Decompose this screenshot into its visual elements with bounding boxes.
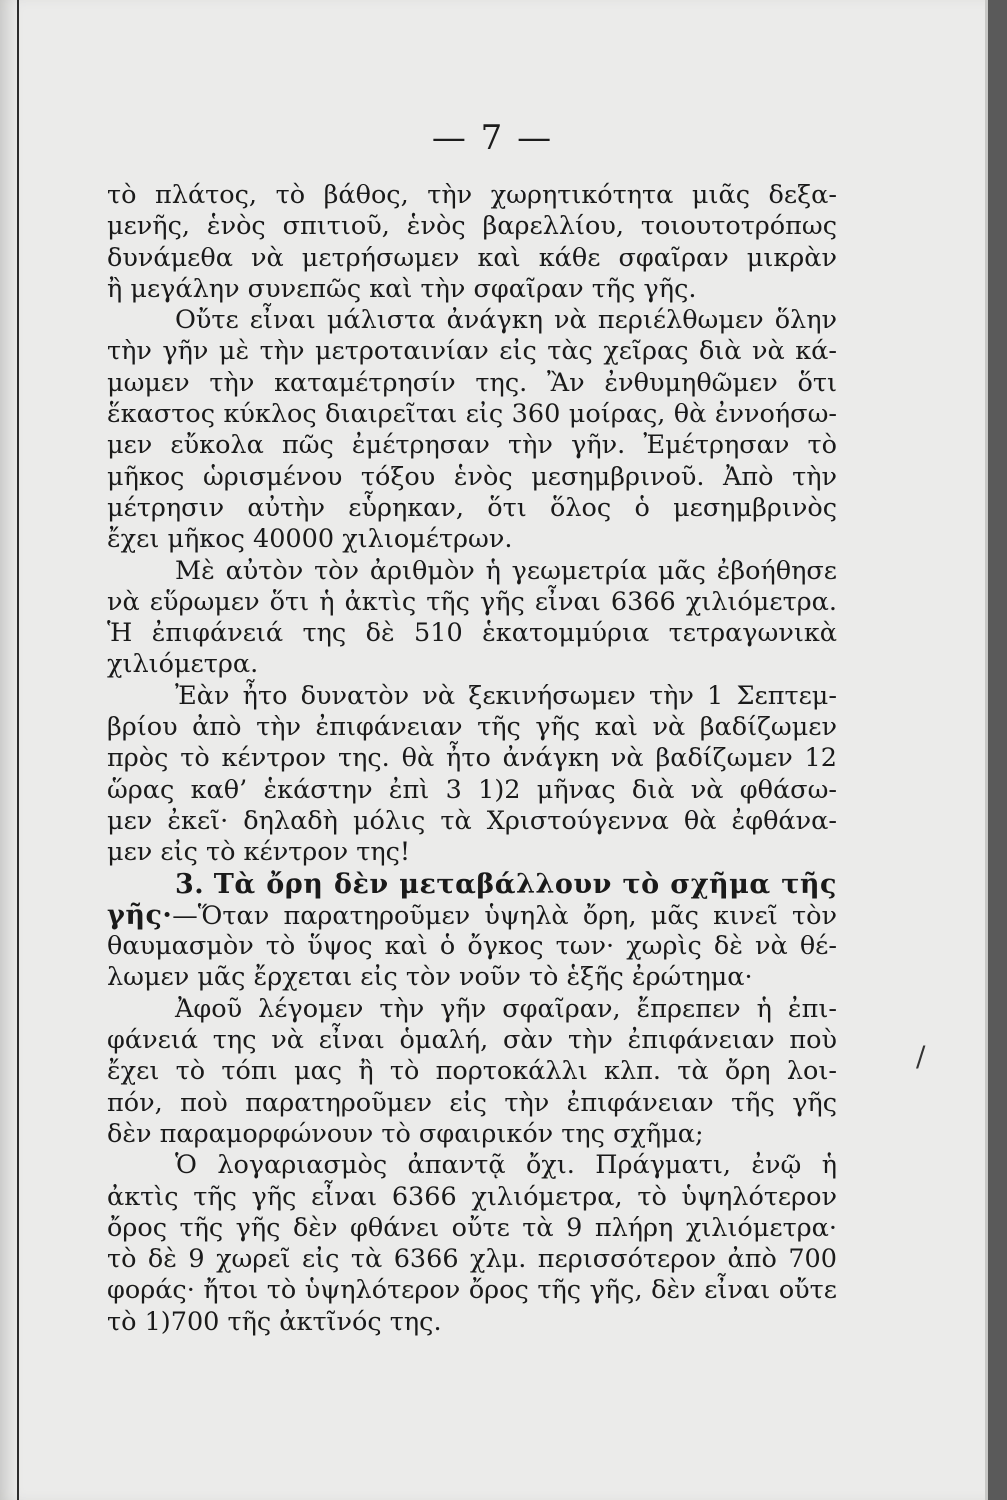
section-heading — [107, 869, 837, 900]
text-line: ὥρας καθ’ ἑκάστην ἐπὶ 3 1)2 μῆνας διὰ νὰ φθάσω- — [107, 774, 837, 805]
paragraph — [107, 305, 837, 555]
text-line: Ὁ λογαριασμὸς ἀπαντᾷ ὄχι. Πράγματι, ἐνῷ ἡ — [175, 1150, 837, 1181]
body-text — [107, 180, 837, 1338]
paragraph — [107, 180, 837, 305]
section-lead-text: —Ὅταν παρατηροῦμεν ὑψηλὰ ὄρη, μᾶς κινεῖ τὸν — [172, 900, 837, 931]
text-line: δυνάμεθα νὰ μετρήσωμεν καὶ κάθε σφαῖραν μικρὰν — [107, 242, 837, 273]
text-line: Ἡ ἐπιφάνειά της δὲ 510 ἑκατομμύρια τετραγωνικὰ — [107, 618, 837, 649]
text-line: φοράς· ἤτοι τὸ ὑψηλότερον ὄρος τῆς γῆς, δὲν εἶναι οὔτε — [107, 1275, 837, 1306]
text-line: λωμεν μᾶς ἔρχεται εἰς τὸν νοῦν τὸ ἑξῆς ἐρώτημα· — [107, 962, 753, 993]
section-3 — [107, 869, 837, 994]
text-line: ἢ μεγάλην συνεπῶς καὶ τὴν σφαῖραν τῆς γῆς. — [107, 273, 697, 304]
paragraph — [107, 681, 837, 869]
text-line: Ἀφοῦ λέγομεν τὴν γῆν σφαῖραν, ἔπρεπεν ἡ ἐπι- — [175, 993, 837, 1024]
text-line: νὰ εὕρωμεν ὅτι ἡ ἀκτὶς τῆς γῆς εἶναι 6366 χιλιόμετρα. — [107, 586, 837, 617]
text-line: μεν εἰς τὸ κέντρον της! — [107, 837, 411, 868]
paragraph — [107, 556, 837, 681]
text-line: ἔχει μῆκος 40000 χιλιομέτρων. — [107, 524, 513, 555]
text-line: ἔχει τὸ τόπι μας ἢ τὸ πορτοκάλλι κλπ. τὰ ὄρη λοι- — [107, 1056, 837, 1087]
text-line: μεν ἐκεῖ· δηλαδὴ μόλις τὰ Χριστούγεννα θὰ ἐφθάνα- — [107, 805, 837, 836]
section-title-continued: γῆς· — [107, 899, 173, 931]
section-number: 3. — [175, 868, 205, 900]
page-number: — 7 — — [431, 118, 554, 158]
binding-edge — [17, 0, 19, 1500]
text-line: τὸ πλάτος, τὸ βάθος, τὴν χωρητικότητα μιᾶς δεξα- — [107, 180, 837, 210]
text-line: Μὲ αὐτὸν τὸν ἀριθμὸν ἡ γεωμετρία μᾶς ἐβοήθησε — [175, 555, 837, 586]
margin-mark: / — [916, 1040, 926, 1073]
text-line: τὸ 1)700 τῆς ἀκτῖνός της. — [107, 1306, 442, 1337]
text-line: Οὔτε εἶναι μάλιστα ἀνάγκη νὰ περιέλθωμεν ὅλην — [175, 305, 837, 336]
text-line: ὄρος τῆς γῆς δὲν φθάνει οὔτε τὰ 9 πλήρη χιλιόμετρα· — [107, 1212, 837, 1243]
paragraph — [107, 994, 837, 1150]
paragraph — [107, 1150, 837, 1338]
text-line: μεν εὔκολα πῶς ἐμέτρησαν τὴν γῆν. Ἐμέτρησαν τὸ — [107, 430, 837, 461]
text-line: μωμεν τὴν καταμέτρησίν της. Ἂν ἐνθυμηθῶμεν ὅτι — [107, 367, 837, 398]
text-line: πόν, ποὺ παρατηροῦμεν εἰς τὴν ἐπιφάνειαν τῆς γῆς — [107, 1087, 837, 1118]
text-line — [107, 900, 837, 931]
text-line: τὴν γῆν μὲ τὴν μετροταινίαν εἰς τὰς χεῖρας διὰ νὰ κά- — [107, 336, 837, 367]
text-line: χιλιόμετρα. — [107, 649, 259, 680]
text-line: μέτρησιν αὐτὴν εὗρηκαν, ὅτι ὅλος ὁ μεσημβρινὸς — [107, 492, 837, 523]
text-line: μενῆς, ἑνὸς σπιτιοῦ, ἑνὸς βαρελλίου, τοιουτοτρόπως — [107, 211, 837, 242]
text-line: ἕκαστος κύκλος διαιρεῖται εἰς 360 μοίρας, θὰ ἐννοήσω- — [107, 399, 837, 430]
text-line: Ἐὰν ἦτο δυνατὸν νὰ ξεκινήσωμεν τὴν 1 Σεπτεμ- — [175, 680, 837, 711]
text-line: φάνειά της νὰ εἶναι ὁμαλή, σὰν τὴν ἐπιφάνειαν ποὺ — [107, 1025, 837, 1056]
text-line: δὲν παραμορφώνουν τὸ σφαιρικόν της σχῆμα; — [107, 1118, 704, 1149]
section-title: Τὰ ὄρη δὲν μεταβάλλουν τὸ σχῆμα τῆς — [213, 868, 837, 900]
text-line: πρὸς τὸ κέντρον της. θὰ ἦτο ἀνάγκη νὰ βαδίζωμεν 12 — [107, 743, 837, 774]
text-line: μῆκος ὡρισμένου τόξου ἑνὸς μεσημβρινοῦ. Ἀπὸ τὴν — [107, 461, 837, 492]
text-line: τὸ δὲ 9 χωρεῖ εἰς τὰ 6366 χλμ. περισσότερον ἀπὸ 700 — [107, 1244, 837, 1275]
text-line: θαυμασμὸν τὸ ὕψος καὶ ὁ ὄγκος των· χωρὶς δὲ νὰ θέ- — [107, 931, 837, 962]
text-line: ἀκτὶς τῆς γῆς εἶναι 6366 χιλιόμετρα, τὸ ὑψηλότερον — [107, 1181, 837, 1212]
text-line: βρίου ἀπὸ τὴν ἐπιφάνειαν τῆς γῆς καὶ νὰ βαδίζωμεν — [107, 712, 837, 743]
